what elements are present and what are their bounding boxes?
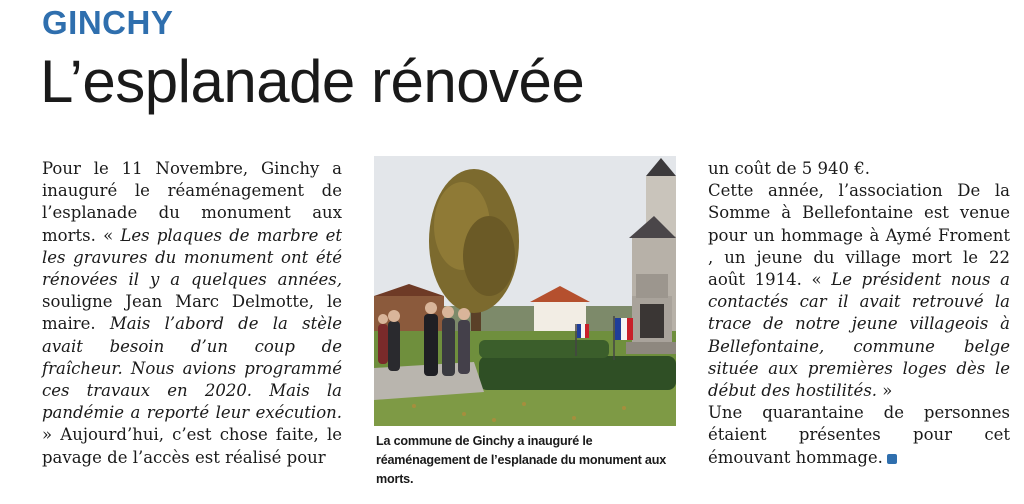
col1-segment: » Aujourd’hui, c’est chose faite, le pavage de l’accès est réalisé pour [42,425,342,467]
article-photo [374,156,676,426]
col3-segment: Cette année, l’association De la Somme à Bellefontaine est venue pour un hommage à Aymé Froment , un jeune du village mort le 22 août 1914. « [708,181,1010,290]
column-3-text [708,158,1010,469]
monument-photo-illustration [374,156,676,426]
col1-segment: « [103,225,121,245]
col1-segment: souligne Jean Marc Delmotte, le maire. [42,292,342,334]
col3-segment: un coût de 5 940 €. [708,159,870,178]
col1-segment: Pour le 11 Novembre, Ginchy a inauguré le réaménagement de l’esplanade du monument aux morts. [42,159,342,245]
col3-segment: Le président nous a contactés car il avait retrouvé la trace de notre jeune villageois à Bellefontaine, commune belge située aux premières loges dès le début des hostilités. [708,270,1010,401]
article-end-mark [887,454,897,464]
article-headline: L’esplanade rénovée [40,48,585,115]
section-kicker: GINCHY [42,4,174,41]
column-1-text [42,158,342,469]
col1-segment: Les plaques de marbre et les gravures du monument ont été rénovées il y a quelques années, [42,225,342,290]
article-column-1 [42,158,342,469]
col3-segment: Une quarantaine de personnes étaient présentes pour cet émouvant hommage. [708,403,1010,467]
col1-segment: Mais l’abord de la stèle avait besoin d’un coup de fraîcheur. Nous avions programmé ces travaux en 2020. Mais la pandémie a reporté leur exécution. [42,314,343,423]
photo-caption: La commune de Ginchy a inauguré le réaménagement de l’esplanade du monument aux morts. [376,434,667,486]
article-column-3 [708,158,1010,469]
col3-segment: » [877,381,893,401]
